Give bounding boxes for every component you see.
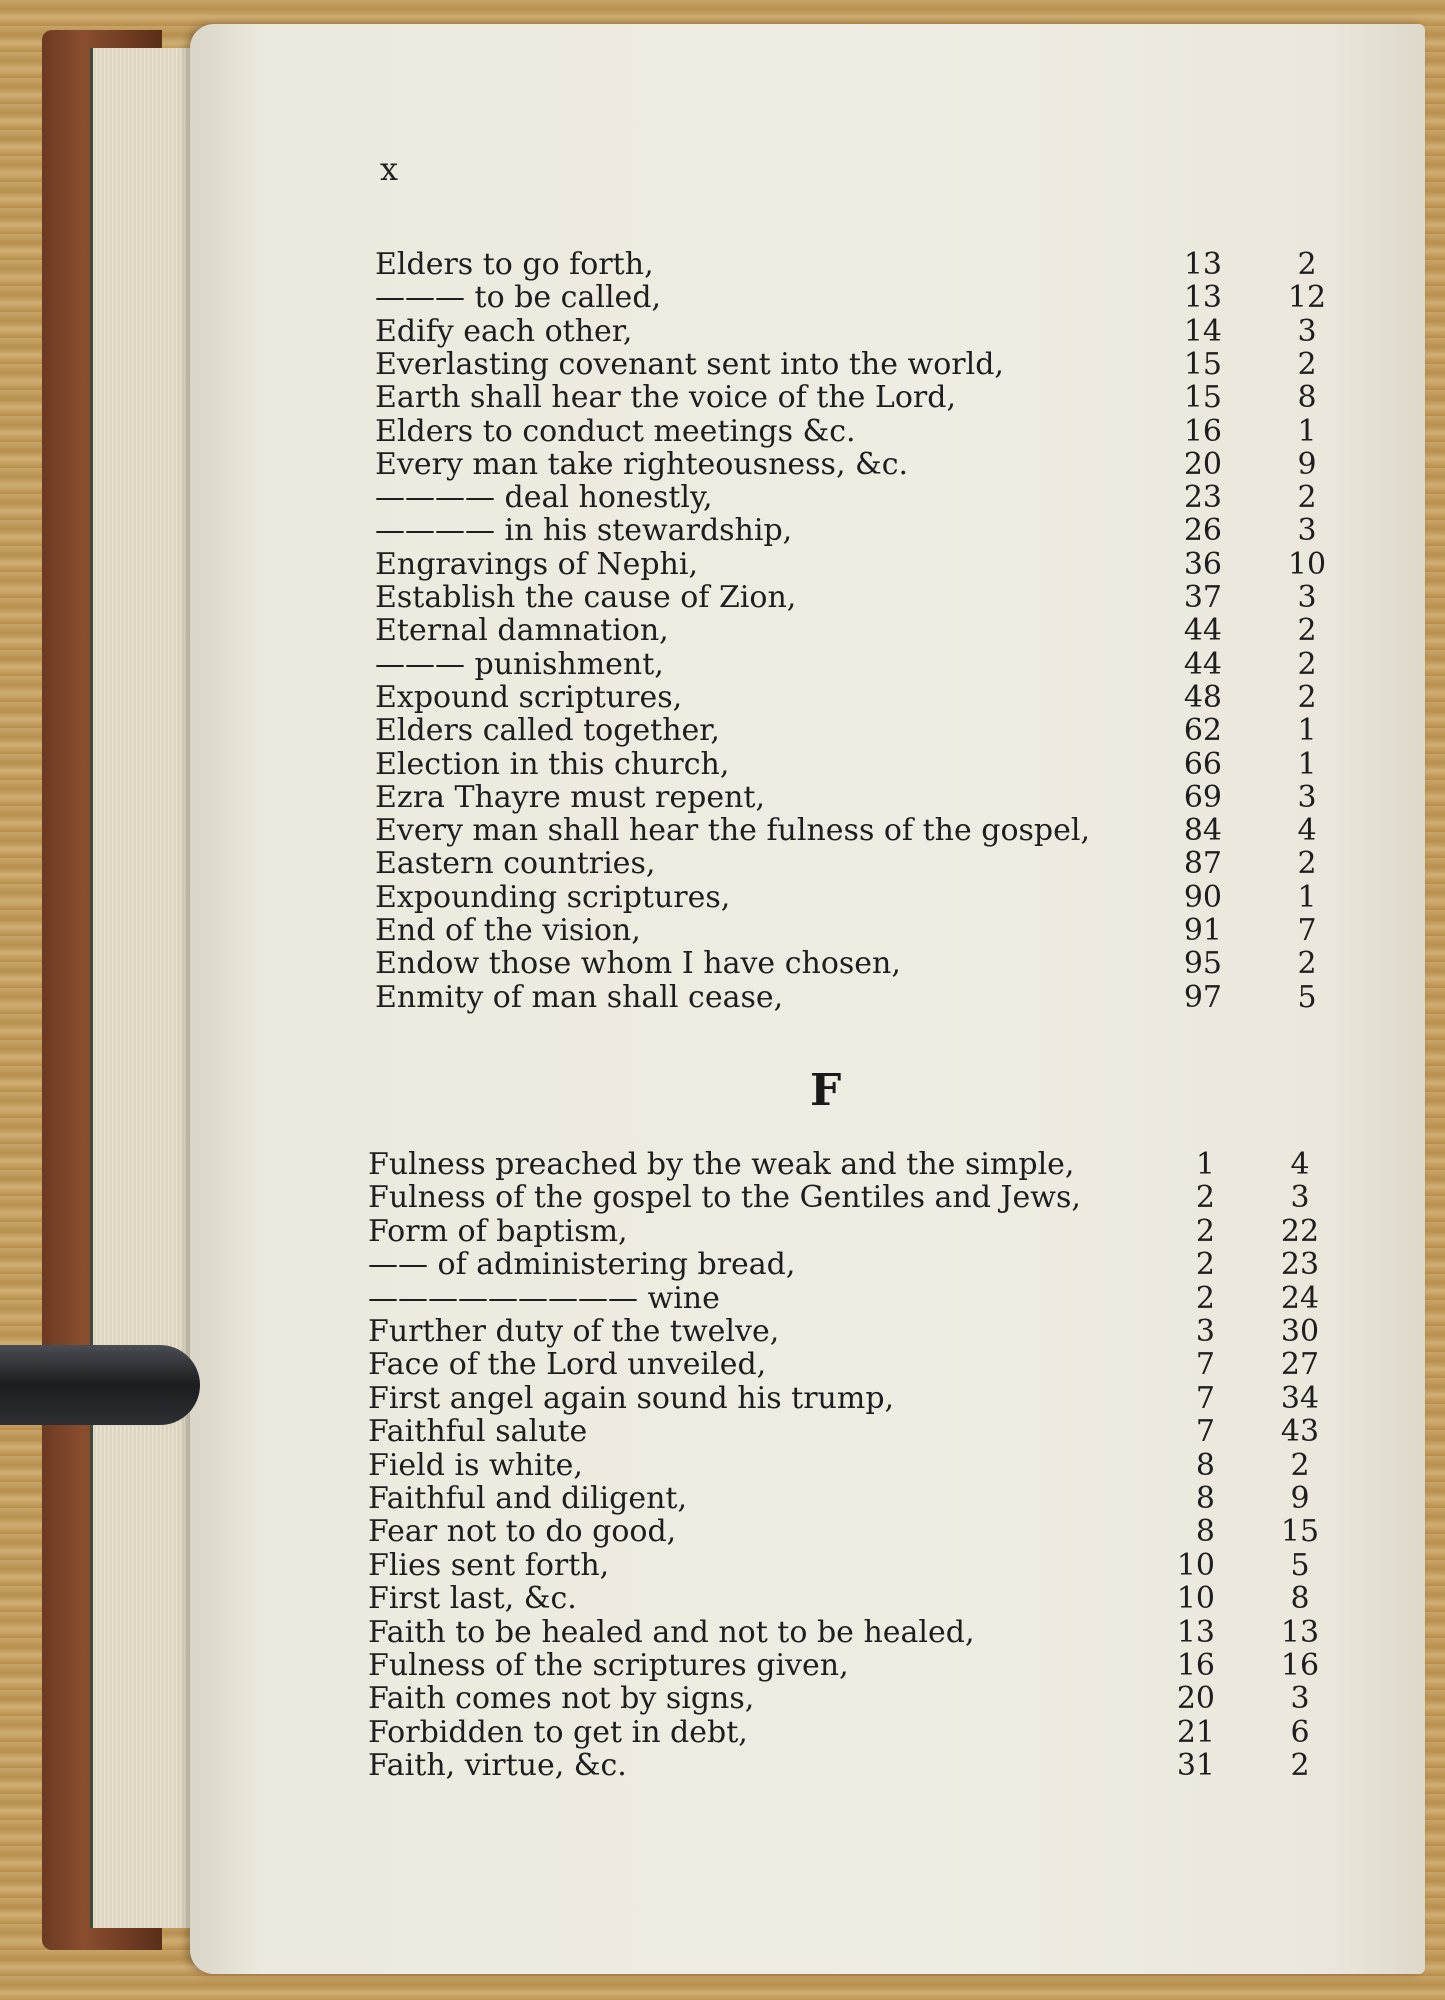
entry-topic: Faith to be healed and not to be healed, [368,1614,975,1650]
entry-page: 7 [1195,1380,1215,1416]
entry-topic: Every man shall hear the fulness of the gospel, [375,813,1090,849]
index-entry [375,979,1317,1015]
entry-page: 31 [1176,1748,1215,1784]
entry-topic: Flies sent forth, [368,1547,610,1583]
entry-page: 16 [1183,413,1222,449]
entry-page: 2 [1195,1280,1215,1316]
entry-page: 2 [1195,1180,1215,1216]
entry-topic: ——— to be called, [375,280,662,316]
entry-topic: Forbidden to get in debt, [368,1714,748,1750]
index-entry [375,779,1317,815]
entry-topic: Fulness preached by the weak and the simple, [368,1147,1075,1182]
entry-paragraph: 1 [1297,713,1317,749]
entry-page: 69 [1183,779,1222,815]
entry-page: 15 [1183,346,1222,382]
entry-page: 15 [1183,380,1222,416]
entry-paragraph: 7 [1297,913,1317,948]
entry-topic: Establish the cause of Zion, [375,580,797,615]
entry-topic: Expound scriptures, [375,679,683,715]
entry-paragraph: 23 [1280,1247,1320,1283]
index-entry [368,1247,1320,1283]
entry-paragraph: 27 [1280,1347,1320,1383]
entry-paragraph: 3 [1290,1681,1310,1717]
index-entry [368,1180,1310,1216]
entry-topic: Faith, virtue, &c. [368,1748,627,1784]
entry-page: 87 [1183,846,1222,882]
entry-page: 13 [1183,280,1222,316]
entry-paragraph: 1 [1297,879,1317,915]
entry-topic: Faithful salute [368,1414,588,1450]
entry-paragraph: 2 [1297,646,1317,682]
index-entry [368,1447,1310,1483]
entry-page: 13 [1183,247,1222,282]
index-entry [375,446,1317,482]
entry-paragraph: 2 [1297,346,1317,382]
entry-page: 2 [1195,1213,1215,1249]
entry-topic: Election in this church, [375,746,730,782]
entry-paragraph: 34 [1280,1380,1320,1416]
entry-paragraph: 2 [1297,846,1317,882]
entry-topic: First last, &c. [368,1581,577,1617]
index-entry [368,1648,1320,1683]
page-number: x [380,150,399,188]
entry-paragraph: 2 [1297,679,1317,715]
entry-paragraph: 8 [1290,1581,1310,1617]
entry-paragraph: 3 [1297,779,1317,815]
entry-paragraph: 22 [1280,1213,1320,1249]
entry-page: 1 [1195,1147,1215,1182]
entry-page: 7 [1195,1414,1215,1450]
index-entry [368,1347,1320,1383]
entry-page: 44 [1183,613,1222,649]
entry-page: 48 [1183,679,1222,715]
entry-paragraph: 2 [1290,1447,1310,1483]
index-entry [375,380,1317,416]
entry-paragraph: 12 [1287,280,1327,316]
index-entry [368,1147,1310,1182]
entry-paragraph: 2 [1290,1748,1310,1784]
index-entry [375,580,1317,615]
entry-page: 26 [1183,513,1222,549]
index-entry [368,1314,1320,1349]
entry-page: 16 [1176,1648,1215,1683]
entry-topic: Fulness of the scriptures given, [368,1648,849,1683]
entry-page: 7 [1195,1347,1215,1383]
entry-paragraph: 1 [1297,746,1317,782]
entry-paragraph: 3 [1290,1180,1310,1216]
index-entry [375,413,1317,449]
entry-paragraph: 24 [1280,1280,1320,1316]
entry-topic: End of the vision, [375,913,641,948]
index-entry [368,1547,1310,1583]
entry-topic: ————————— wine [368,1280,720,1316]
entry-topic: ———— deal honestly, [375,480,713,516]
book-clip [0,1345,200,1425]
entry-topic: Edify each other, [375,313,633,349]
entry-paragraph: 2 [1297,247,1317,282]
entry-paragraph: 5 [1290,1547,1310,1583]
index-entry [375,346,1317,382]
entry-paragraph: 1 [1297,413,1317,449]
index-entry [368,1714,1310,1750]
entry-page: 44 [1183,646,1222,682]
entry-page: 10 [1176,1547,1215,1583]
entry-paragraph: 2 [1297,613,1317,649]
entry-page: 20 [1183,446,1222,482]
index-entry [368,1481,1310,1516]
entry-page: 95 [1183,946,1222,982]
index-entry [368,1581,1310,1617]
entry-page: 14 [1183,313,1222,349]
entry-page: 10 [1176,1581,1215,1617]
entry-paragraph: 2 [1297,480,1317,516]
entry-page: 90 [1183,879,1222,915]
entry-topic: Every man take righteousness, &c. [375,446,909,482]
index-entry [368,1213,1320,1249]
entry-topic: Eastern countries, [375,846,656,882]
entry-page: 66 [1183,746,1222,782]
entry-paragraph: 4 [1297,813,1317,849]
entry-paragraph: 43 [1280,1414,1320,1450]
entry-paragraph: 3 [1297,580,1317,615]
entry-page: 8 [1195,1447,1215,1483]
index-entry [375,613,1317,649]
entry-topic: Further duty of the twelve, [368,1314,780,1349]
index-entry [368,1748,1310,1784]
entry-topic: Eternal damnation, [375,613,669,649]
entry-topic: Elders called together, [375,713,720,749]
entry-paragraph: 8 [1297,380,1317,416]
entry-topic: Fear not to do good, [368,1514,677,1550]
entry-paragraph: 13 [1280,1614,1320,1650]
entry-page: 20 [1176,1681,1215,1717]
entry-page: 23 [1183,480,1222,516]
index-entry [368,1380,1320,1416]
entry-paragraph: 10 [1287,546,1327,582]
entry-paragraph: 3 [1297,513,1317,549]
index-entry [368,1414,1320,1450]
entry-topic: Field is white, [368,1447,583,1483]
index-entry [368,1280,1320,1316]
entry-topic: Faith comes not by signs, [368,1681,755,1717]
entry-topic: Expounding scriptures, [375,879,731,915]
entry-paragraph: 6 [1290,1714,1310,1750]
index-entry [375,746,1317,782]
entry-paragraph: 4 [1290,1147,1310,1182]
entry-page: 97 [1183,979,1222,1015]
entry-topic: Everlasting covenant sent into the world, [375,346,1004,382]
entry-paragraph: 15 [1280,1514,1320,1550]
entry-topic: ——— punishment, [375,646,664,682]
entry-page: 2 [1195,1247,1215,1283]
index-entry [375,646,1317,682]
index-entry [375,913,1317,948]
entry-topic: Engravings of Nephi, [375,546,699,582]
index-entry [375,813,1317,849]
index-entry [375,280,1327,316]
entry-paragraph: 9 [1297,446,1317,482]
entry-page: 21 [1176,1714,1215,1750]
entry-topic: Endow those whom I have chosen, [375,946,901,982]
index-entry [375,679,1317,715]
index-entry [368,1681,1310,1717]
entry-topic: Elders to conduct meetings &c. [375,413,856,449]
entry-page: 91 [1183,913,1222,948]
index-entry [375,546,1327,582]
entry-topic: Form of baptism, [368,1213,628,1249]
entry-paragraph: 2 [1297,946,1317,982]
entry-topic: Faithful and diligent, [368,1481,687,1516]
entry-page: 84 [1183,813,1222,849]
entry-page: 8 [1195,1514,1215,1550]
entry-topic: Earth shall hear the voice of the Lord, [375,380,957,416]
entry-paragraph: 30 [1280,1314,1320,1349]
entry-paragraph: 3 [1297,313,1317,349]
entry-topic: First angel again sound his trump, [368,1380,895,1416]
entry-paragraph: 9 [1290,1481,1310,1516]
index-entry [375,313,1317,349]
entry-page: 13 [1176,1614,1215,1650]
entry-topic: Ezra Thayre must repent, [375,779,765,815]
entry-page: 8 [1195,1481,1215,1516]
index-entry [375,846,1317,882]
entry-topic: Fulness of the gospel to the Gentiles and Jews, [368,1180,1081,1216]
entry-page: 3 [1195,1314,1215,1349]
index-entry [368,1514,1320,1550]
index-entry [375,713,1317,749]
index-entry [375,480,1317,516]
entry-topic: ———— in his stewardship, [375,513,793,549]
index-entry [375,879,1317,915]
section-letter-heading: F [810,1065,842,1116]
entry-page: 62 [1183,713,1222,749]
entry-page: 36 [1183,546,1222,582]
entry-topic: —— of administering bread, [368,1247,796,1283]
entry-topic: Face of the Lord unveiled, [368,1347,767,1383]
entry-paragraph: 16 [1280,1648,1320,1683]
index-entry [375,946,1317,982]
index-entry [375,247,1317,282]
entry-topic: Elders to go forth, [375,247,654,282]
entry-paragraph: 5 [1297,979,1317,1015]
entry-topic: Enmity of man shall cease, [375,979,784,1015]
index-entry [368,1614,1320,1650]
index-entry [375,513,1317,549]
entry-page: 37 [1183,580,1222,615]
